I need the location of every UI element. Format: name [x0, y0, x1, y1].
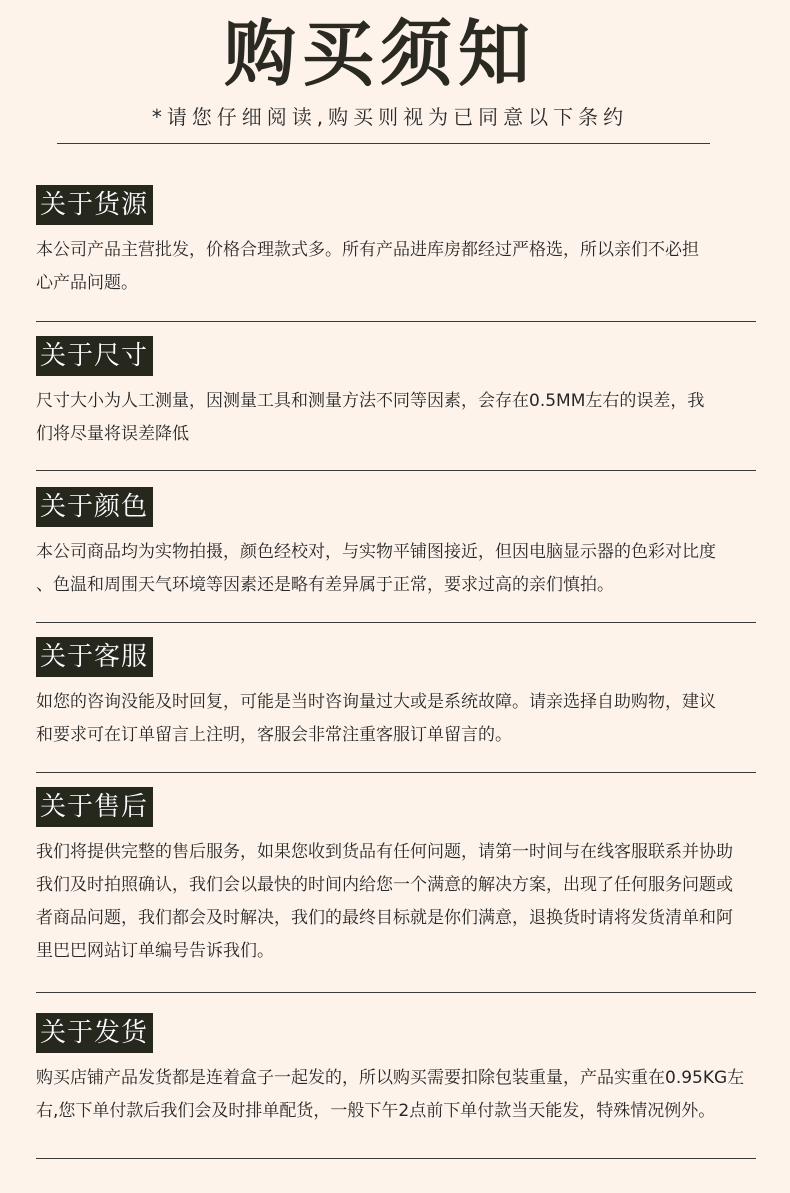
section-body: 我们将提供完整的售后服务，如果您收到货品有任何问题，请第一时间与在线客服联系并协助 我们及时拍照确认，我们会以最快的时间内给您一个满意的解决方案，出现了任何服务问题或 者商品问题，我们都会及时解决，我们的最终目标就是你们满意，退换货时请将发货清单和阿 里巴巴网站订单编号告诉我们。: [36, 842, 733, 961]
section-body: 尺寸大小为人工测量，因测量工具和测量方法不同等因素，会存在0.5MM左右的误差，我 们将尽量将误差降低: [36, 391, 705, 444]
section-divider: [36, 1158, 756, 1159]
section-body: 如您的咨询没能及时回复，可能是当时咨询量过大或是系统故障。请亲选择自助购物，建议 和要求可在订单留言上注明，客服会非常注重客服订单留言的。: [36, 692, 716, 745]
section-body: 本公司产品主营批发，价格合理款式多。所有产品进库房都经过严格选，所以亲们不必担 心产品问题。: [36, 240, 699, 293]
section-heading: 关于客服: [36, 637, 153, 677]
section-heading: 关于货源: [36, 185, 153, 225]
section-divider: [36, 470, 756, 471]
section-divider: [36, 772, 756, 773]
section-size: [36, 336, 776, 451]
section-after-sales: [36, 787, 776, 968]
section-body: 本公司商品均为实物拍摄，颜色经校对，与实物平铺图接近，但因电脑显示器的色彩对比度 、色温和周围天气环境等因素还是略有差异属于正常，要求过高的亲们慎拍。: [36, 542, 716, 595]
section-divider: [36, 622, 756, 623]
section-shipping: [36, 1013, 776, 1128]
section-customer-service: [36, 637, 776, 752]
section-divider: [36, 321, 756, 322]
section-heading: 关于售后: [36, 787, 153, 827]
section-divider: [36, 992, 756, 993]
page-title: 购买须知: [223, 12, 536, 96]
section-color: [36, 487, 776, 602]
section-source: [36, 185, 776, 300]
section-body: 购买店铺产品发货都是连着盒子一起发的，所以购买需要扣除包装重量，产品实重在0.95KG左 右,您下单付款后我们会及时排单配货，一般下午2点前下单付款当天能发，特殊情况例外。: [36, 1068, 745, 1121]
section-heading: 关于发货: [36, 1013, 153, 1053]
section-heading: 关于尺寸: [36, 336, 153, 376]
section-heading: 关于颜色: [36, 487, 153, 527]
page-subtitle: *请您仔细阅读,购买则视为已同意以下条约: [151, 105, 629, 129]
header-divider: [57, 143, 710, 144]
